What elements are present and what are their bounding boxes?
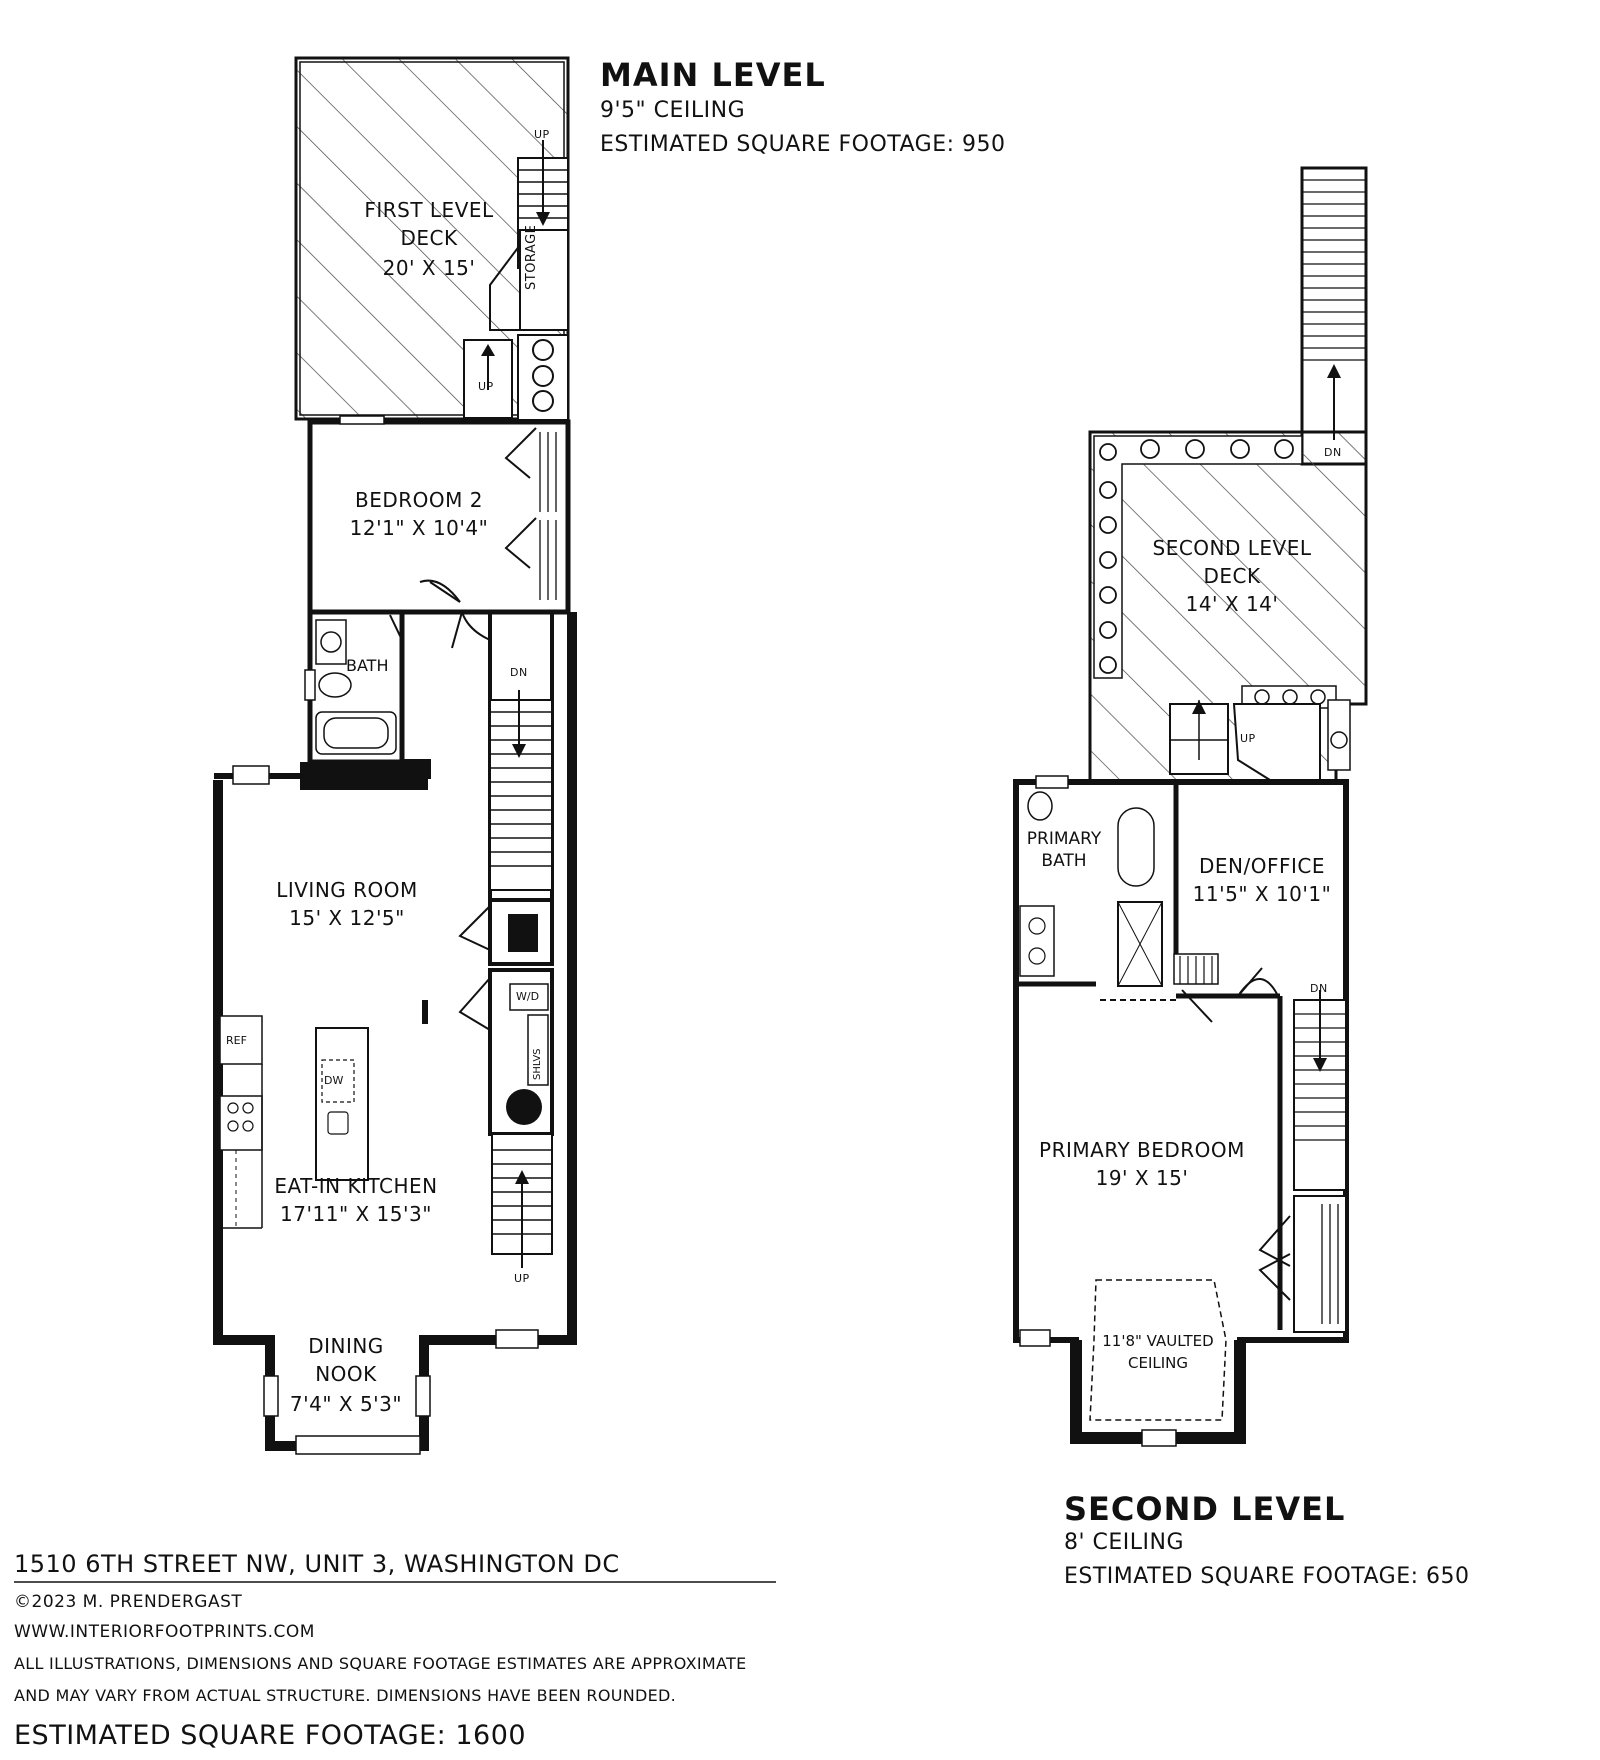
website: WWW.INTERIORFOOTPRINTS.COM [14,1622,315,1642]
main-level-title: MAIN LEVEL [600,56,826,94]
den-office-label: DEN/OFFICE [1199,854,1325,878]
primary-bath-label: PRIMARY BATH [1026,829,1102,871]
kitchen-label: EAT-IN KITCHEN [274,1174,438,1198]
den-office-dimensions: 11'5" X 10'1" [1192,882,1332,906]
second-level-sqft: ESTIMATED SQUARE FOOTAGE: 650 [1064,1564,1470,1589]
property-address: 1510 6TH STREET NW, UNIT 3, WASHINGTON DC [14,1550,620,1578]
disclaimer-line-2: AND MAY VARY FROM ACTUAL STRUCTURE. DIMENSIONS HAVE BEEN ROUNDED. [14,1686,677,1705]
kitchen-dimensions: 17'11" X 15'3" [280,1202,432,1226]
bedroom-2-label: BEDROOM 2 [355,488,483,512]
dishwasher-label: DW [324,1074,344,1087]
vaulted-ceiling-label: 11'8" VAULTED CEILING [1102,1332,1214,1372]
second-level-ceiling: 8' CEILING [1064,1530,1185,1555]
deck-up-label: UP [1240,732,1256,745]
kitchen-island [316,1028,368,1180]
stairs-up-label: UP [514,1272,530,1285]
main-level-ceiling: 9'5" CEILING [600,98,746,123]
first-level-deck-label: FIRST LEVEL DECK [364,198,494,250]
primary-bedroom-dimensions: 19' X 15' [1095,1166,1189,1190]
total-square-footage: ESTIMATED SQUARE FOOTAGE: 1600 [14,1720,527,1751]
storage-label: STORAGE [524,224,539,290]
second-level-title: SECOND LEVEL [1064,1490,1346,1528]
dining-nook-dimensions: 7'4" X 5'3" [289,1392,403,1416]
first-level-deck-dimensions: 20' X 15' [382,256,476,280]
disclaimer-line-1: ALL ILLUSTRATIONS, DIMENSIONS AND SQUARE FOOTAGE ESTIMATES ARE APPROXIMATE [14,1654,747,1673]
living-room-dimensions: 15' X 12'5" [289,906,405,930]
main-level-sqft: ESTIMATED SQUARE FOOTAGE: 950 [600,132,1006,157]
dining-nook-label: DINING NOOK [308,1334,384,1386]
main-stairs-down [490,690,552,890]
second-level-plan [1016,168,1366,1446]
stairs-down-label: DN [510,666,528,679]
washer-dryer-label: W/D [516,990,540,1003]
refrigerator-label: REF [226,1034,247,1047]
copyright: ©2023 M. PRENDERGAST [14,1592,243,1612]
exterior-stairs-down-label: DN [1324,446,1342,459]
living-room-label: LIVING ROOM [276,878,418,902]
main-stairs-up [492,1134,552,1268]
second-level-deck-label: SECOND LEVEL DECK [1152,536,1312,588]
second-level-deck-dimensions: 14' X 14' [1185,592,1279,616]
bedroom-2-dimensions: 12'1" X 10'4" [349,516,489,540]
deck-stairs-up-label: UP [534,128,550,141]
deck-steps-up-label: UP [478,380,494,393]
interior-stairs-down-label: DN [1310,982,1328,995]
primary-bedroom-label: PRIMARY BEDROOM [1039,1138,1245,1162]
bath-label: BATH [346,656,389,675]
shelves-label: SHLVS [532,1048,543,1080]
